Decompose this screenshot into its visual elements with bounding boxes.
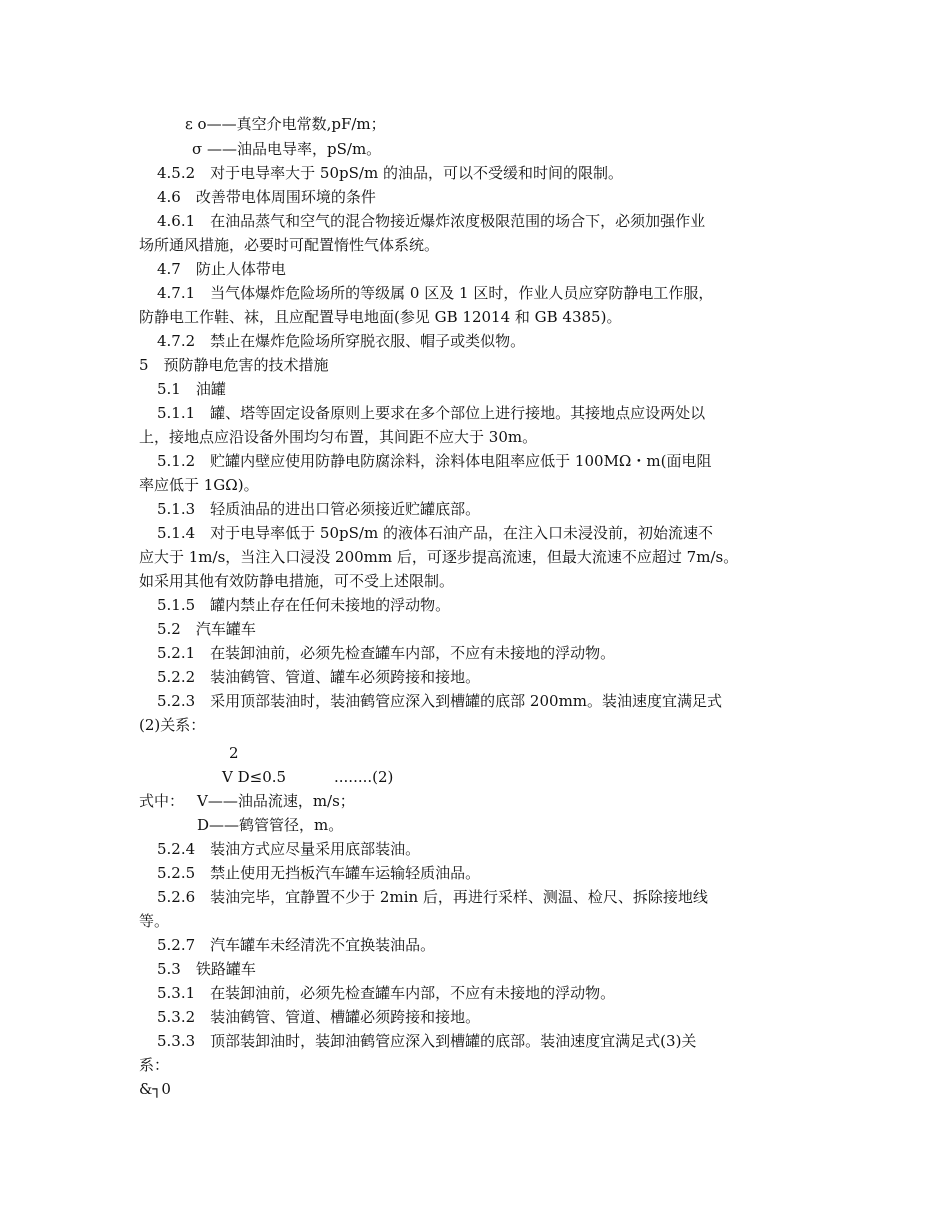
- clause-5-2-6: 5.2.6 装油完毕，宜静置不少于 2min 后，再进行采样、测温、检尺、拆除接地线: [157, 888, 708, 906]
- clause-4-7-1: 4.7.1 当气体爆炸危险场所的等级属 0 区及 1 区时，作业人员应穿防静电工作服，: [157, 284, 714, 302]
- clause-4-7-2: 4.7.2 禁止在爆炸危险场所穿脱衣服、帽子或类似物。: [157, 332, 526, 350]
- clause-4-5-2: 4.5.2 对于电导率大于 50pS/m 的油品，可以不受缓和时间的限制。: [157, 164, 623, 182]
- clause-5-1-4-cont2: 如采用其他有效防静电措施，可不受上述限制。: [139, 572, 455, 590]
- symbol-epsilon-line: ε o——真空介电常数,pF/m；: [185, 115, 386, 133]
- clause-4-6-1-cont: 场所通风措施，必要时可配置惰性气体系统。: [139, 236, 440, 254]
- clause-5-2-2: 5.2.2 装油鹤管、管道、罐车必须跨接和接地。: [157, 668, 481, 686]
- clause-5-3-3-cont: 系：: [139, 1056, 170, 1074]
- clause-5-3-1: 5.3.1 在装卸油前，必须先检查罐车内部，不应有未接地的浮动物。: [157, 984, 616, 1002]
- clause-4-7-1-cont: 防静电工作鞋、袜，且应配置导电地面(参见 GB 12014 和 GB 4385)。: [139, 308, 622, 326]
- heading-5: 5 预防静电危害的技术措施: [139, 356, 329, 374]
- clause-4-6-1: 4.6.1 在油品蒸气和空气的混合物接近爆炸浓度极限范围的场合下，必须加强作业: [157, 212, 706, 230]
- formula-exponent: 2: [229, 744, 239, 762]
- clause-5-1-1-cont: 上，接地点应沿设备外围均匀布置，其间距不应大于 30m。: [139, 428, 538, 446]
- where-label: 式中：: [139, 792, 185, 810]
- clause-5-1-1: 5.1.1 罐、塔等固定设备原则上要求在多个部位上进行接地。其接地点应设两处以: [157, 404, 706, 422]
- heading-4-6: 4.6 改善带电体周围环境的条件: [157, 188, 376, 206]
- symbol-v-line: V——油品流速，m/s；: [197, 792, 355, 810]
- formula-2: V D≤0.5: [222, 768, 287, 786]
- clause-5-1-2-cont: 率应低于 1GΩ)。: [139, 476, 259, 494]
- clause-5-2-5: 5.2.5 禁止使用无挡板汽车罐车运输轻质油品。: [157, 864, 481, 882]
- clause-5-2-6-cont: 等。: [139, 912, 170, 930]
- heading-4-7: 4.7 防止人体带电: [157, 260, 286, 278]
- clause-5-1-4: 5.1.4 对于电导率低于 50pS/m 的液体石油产品，在注入口未浸没前，初始流速不: [157, 524, 713, 542]
- clause-5-1-4-cont: 应大于 1m/s，当注入口浸没 200mm 后，可逐步提高流速，但最大流速不应超过 7m/s。: [139, 548, 739, 566]
- clause-5-2-4: 5.2.4 装油方式应尽量采用底部装油。: [157, 840, 421, 858]
- symbol-sigma-line: σ ——油品电导率，pS/m。: [192, 140, 382, 158]
- heading-5-1: 5.1 油罐: [157, 380, 226, 398]
- clause-5-2-3: 5.2.3 采用顶部装油时，装油鹤管应深入到槽罐的底部 200mm。装油速度宜满足式: [157, 692, 723, 710]
- formula-2-number: ........(2): [334, 768, 394, 786]
- clause-5-2-1: 5.2.1 在装卸油前，必须先检查罐车内部，不应有未接地的浮动物。: [157, 644, 616, 662]
- clause-5-3-3: 5.3.3 顶部装卸油时，装卸油鹤管应深入到槽罐的底部。装油速度宜满足式(3)关: [157, 1032, 697, 1050]
- heading-5-3: 5.3 铁路罐车: [157, 960, 256, 978]
- clause-5-1-3: 5.1.3 轻质油品的进出口管必须接近贮罐底部。: [157, 500, 481, 518]
- clause-5-1-5: 5.1.5 罐内禁止存在任何未接地的浮动物。: [157, 596, 451, 614]
- clause-5-2-7: 5.2.7 汽车罐车未经清洗不宜换装油品。: [157, 936, 436, 954]
- clause-5-2-3-cont: (2)关系：: [139, 716, 206, 734]
- symbol-d-line: D——鹤管管径，m。: [197, 816, 344, 834]
- clause-5-3-2: 5.3.2 装油鹤管、管道、槽罐必须跨接和接地。: [157, 1008, 481, 1026]
- clause-5-1-2: 5.1.2 贮罐内壁应使用防静电防腐涂料，涂料体电阻率应低于 100MΩ・m(面电阻: [157, 452, 712, 470]
- heading-5-2: 5.2 汽车罐车: [157, 620, 256, 638]
- formula-3-fragment: &┐0: [139, 1080, 171, 1098]
